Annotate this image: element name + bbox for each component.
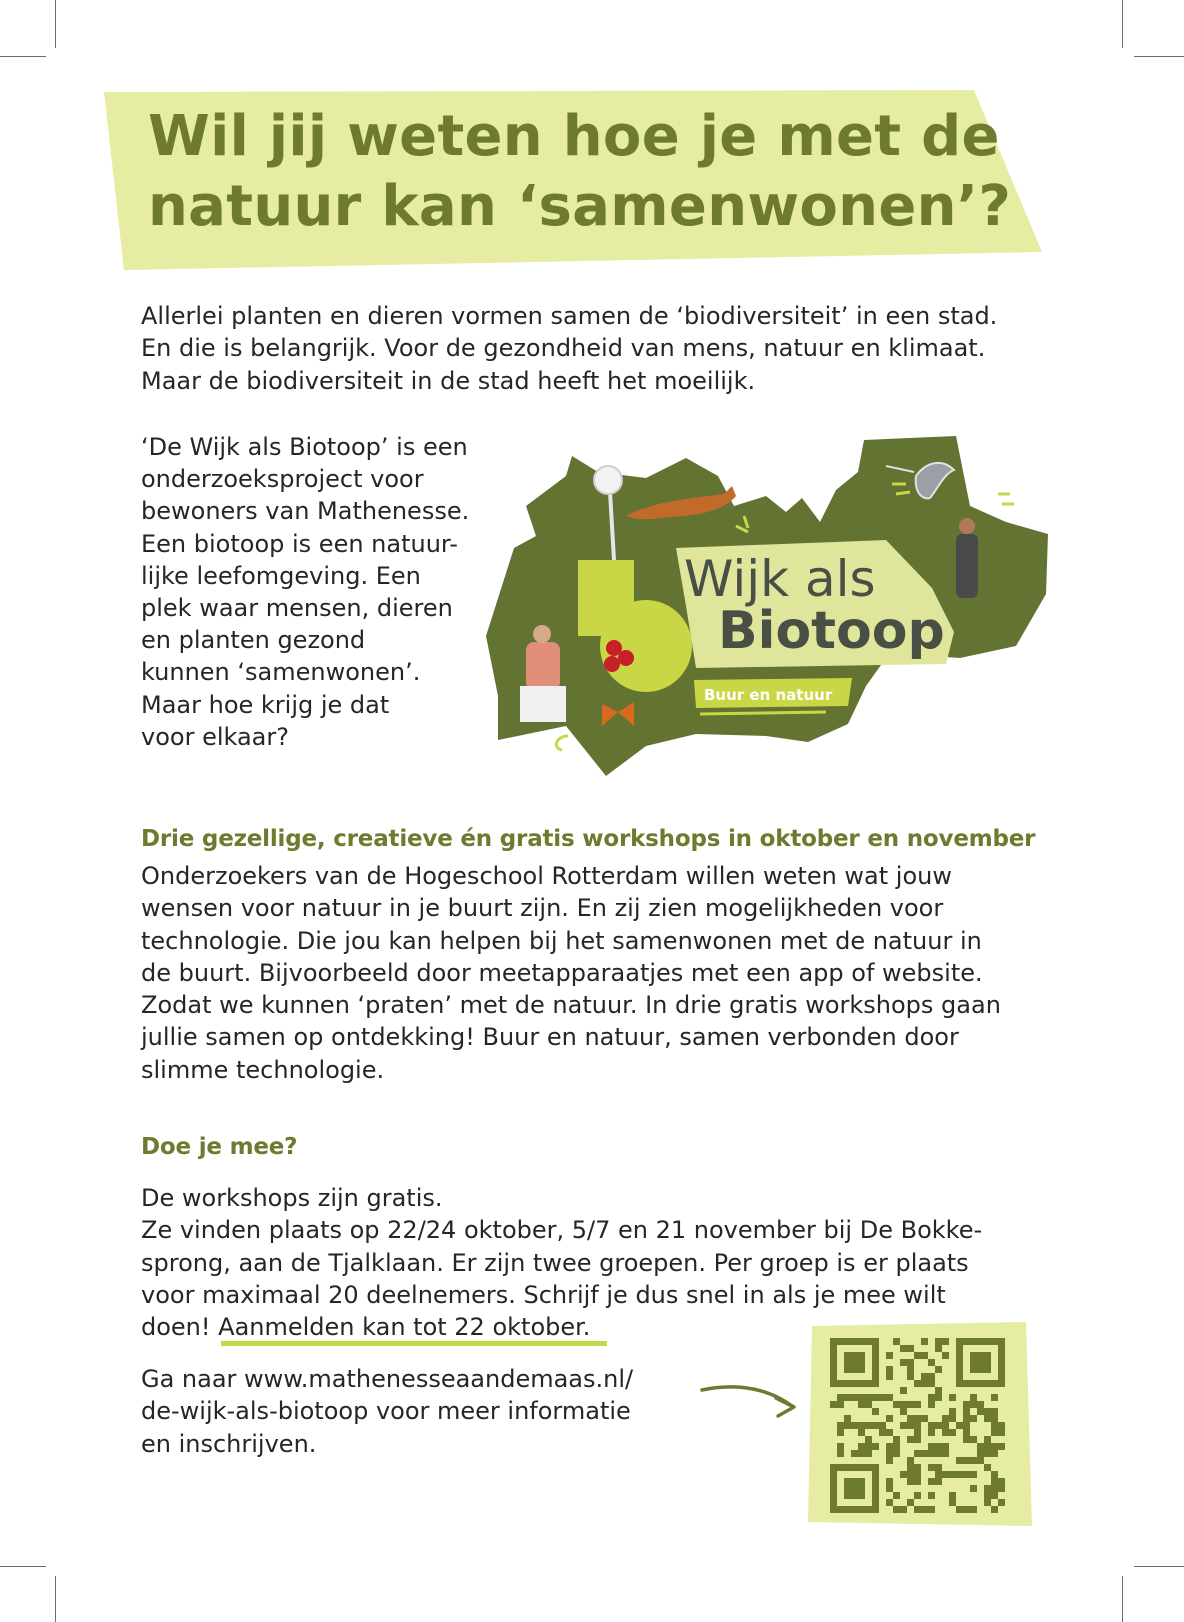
cherry-icon <box>618 650 634 666</box>
text-line: en planten gezond <box>141 626 366 655</box>
title-line: natuur kan ‘samenwonen’? <box>148 174 1012 239</box>
text-line: en inschrijven. <box>141 1429 317 1458</box>
chair <box>520 686 566 722</box>
workshops-paragraph <box>141 860 1001 1086</box>
crop-mark <box>1134 56 1184 57</box>
woman-head <box>533 625 551 643</box>
text-line: de buurt. Bijvoorbeeld door meetapparaatjes met een app of website. <box>141 958 983 987</box>
crop-mark <box>0 56 46 57</box>
cherry-icon <box>604 656 620 672</box>
headline-banner <box>104 90 1042 270</box>
text-line: Zodat we kunnen ‘praten’ met de natuur. In drie gratis workshops gaan <box>141 991 1001 1020</box>
text-line: lijke leefomgeving. Een <box>141 561 421 590</box>
text-line: Onderzoekers van de Hogeschool Rotterdam willen weten wat jouw <box>141 862 952 890</box>
join-heading: Doe je mee? <box>141 1134 298 1160</box>
crop-mark <box>1122 1576 1123 1622</box>
arrow-right-icon <box>700 1380 804 1420</box>
page-title <box>148 102 1011 242</box>
qr-code[interactable] <box>808 1318 1038 1530</box>
text-line: sprong, aan de Tjalklaan. Er zijn twee groepen. Per groep is er plaats <box>141 1248 969 1277</box>
text-line: slimme technologie. <box>141 1055 385 1084</box>
text-line: De workshops zijn gratis. <box>141 1184 443 1212</box>
text-line: En die is belangrijk. Voor de gezondheid van mens, natuur en klimaat. <box>141 334 986 363</box>
text-line: jullie samen op ontdekking! Buur en natuur, samen verbonden door <box>141 1023 959 1052</box>
logo-tagline: Buur en natuur <box>704 686 833 704</box>
person-head <box>959 518 975 534</box>
lamp-globe <box>594 466 622 494</box>
text-line: Maar hoe krijg je dat <box>141 690 390 719</box>
logo-text-wijk-als: Wijk als <box>684 550 876 608</box>
text-line: Een biotoop is een natuur- <box>141 529 458 558</box>
title-line: Wil jij weten hoe je met de <box>148 104 1000 169</box>
divider-line <box>221 1341 607 1346</box>
crop-mark <box>0 1566 46 1567</box>
text-line: kunnen ‘samenwonen’. <box>141 658 421 687</box>
crop-mark <box>55 1576 56 1622</box>
text-line: Ga naar www.mathenesseaandemaas.nl/ <box>141 1365 634 1393</box>
text-line: Ze vinden plaats op 22/24 oktober, 5/7 en 21 november bij De Bokke- <box>141 1216 983 1245</box>
crop-mark <box>55 0 56 48</box>
text-line: voor elkaar? <box>141 722 289 751</box>
logo-text-biotoop: Biotoop <box>718 601 945 661</box>
text-line: onderzoeksproject voor <box>141 465 424 494</box>
text-line: wensen voor natuur in je buurt zijn. En zij zien mogelijkheden voor <box>141 894 944 923</box>
crop-mark <box>1134 1566 1184 1567</box>
woman-figure <box>526 642 560 690</box>
text-line: ‘De Wijk als Biotoop’ is een <box>141 433 468 461</box>
text-line: Maar de biodiversiteit in de stad heeft het moeilijk. <box>141 366 756 395</box>
wijk-als-biotoop-logo <box>486 436 1052 778</box>
text-line: bewoners van Mathenesse. <box>141 497 470 526</box>
workshops-heading: Drie gezellige, creatieve én gratis workshops in oktober en november <box>141 826 1036 852</box>
text-line: plek waar mensen, dieren <box>141 594 453 623</box>
crop-mark <box>1122 0 1123 48</box>
person-figure <box>956 534 978 598</box>
text-line: technologie. Die jou kan helpen bij het samenwonen met de natuur in <box>141 926 982 955</box>
intro-paragraph <box>141 300 997 397</box>
text-line: doen! Aanmelden kan tot 22 oktober. <box>141 1313 591 1342</box>
text-line: Allerlei planten en dieren vormen samen de ‘biodiversiteit’ in een stad. <box>141 302 998 330</box>
text-line: de-wijk-als-biotoop voor meer informatie <box>141 1397 631 1426</box>
more-info-paragraph <box>141 1363 633 1460</box>
text-line: voor maximaal 20 deelnemers. Schrijf je dus snel in als je mee wilt <box>141 1280 946 1309</box>
tagline-underline <box>700 712 826 714</box>
project-paragraph <box>141 431 469 753</box>
